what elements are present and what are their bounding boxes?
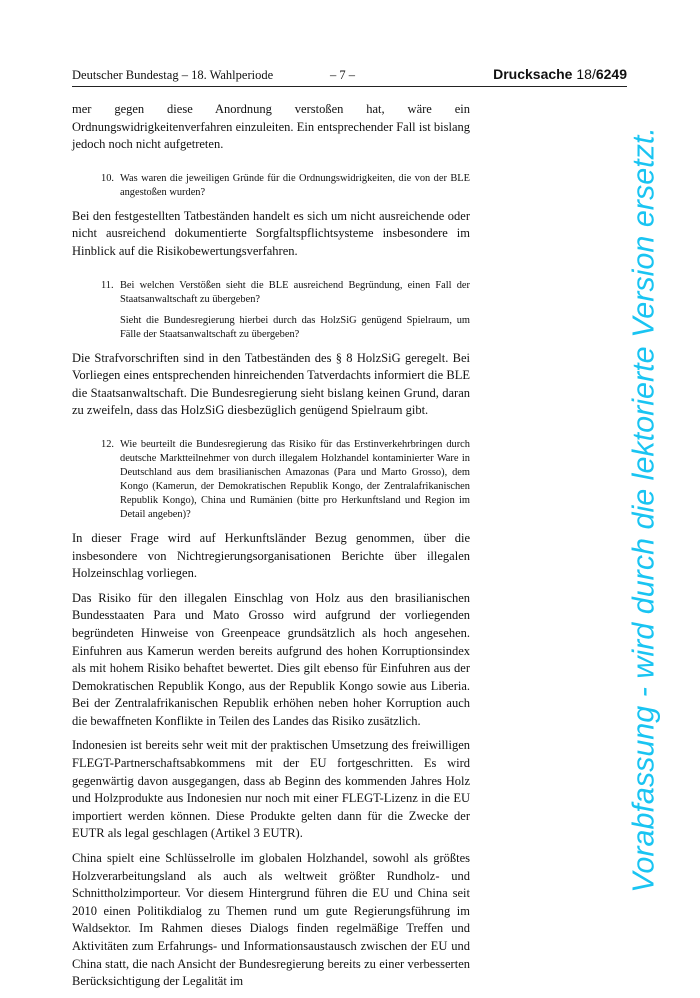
question-11 <box>72 279 470 342</box>
header-page-number: – 7 – <box>330 68 355 82</box>
answer-paragraph: Das Risiko für den illegalen Einschlag von Holz aus den brasilianischen Bundesstaaten Para und Mato Grosso wird aufgrund der vorliegenden begründeten Hinweise von Greenpeace grundsätzlich als hoch angesehen. Einfuhren aus Kamerun werden bereits aufgrund des hohen Korruptionsindex als mit hohem Risiko behaftet bewertet. Dies gilt ebenso für Einfuhren aus der Demokratischen Republik Kongo, aus der Republik Kongo sowie aus Liberia. Bei der Zentralafrikanischen Republik erhöhen neben hoher Korruption auch die bewaffneten Konflikte in Teilen des Landes das Risiko zusätzlich. <box>72 590 470 728</box>
question-number: 10. <box>101 172 114 184</box>
answer-paragraph: mer gegen diese Anordnung verstoßen hat, wäre ein Ordnungswidrigkeitenverfahren einzuleiten. Ein entsprechender Fall ist bislang jedoch noch nicht aufgetreten. <box>72 102 470 152</box>
question-number: 11. <box>101 279 114 291</box>
answer-paragraph: Die Strafvorschriften sind in den Tatbeständen des § 8 HolzSiG geregelt. Bei Vorliegen eines entsprechenden hinreichenden Tatverdachts informiert die BLE die Staatsanwaltschaft. Die Bundesregierung sieht bislang keinen Grund, daran zu zweifeln, dass das HolzSiG diesbezüglich genügend Spielraum gibt. <box>72 350 470 418</box>
answer-paragraph: Bei den festgestellten Tatbeständen handelt es sich um nicht ausreichende oder nicht ausreichend dokumentierte Sorgfaltspflichtsysteme insbesondere im Hinblick auf die Risikobewertungsverfahren. <box>72 208 470 258</box>
answer-paragraph: In dieser Frage wird auf Herkunftsländer Bezug genommen, über die insbesondere von Nichtregierungsorganisationen Berichte über illegalen Holzeinschlag vorliegen. <box>72 530 470 581</box>
answer-paragraph: China spielt eine Schlüsselrolle im globalen Holzhandel, sowohl als größtes Holzverarbeitungsland als auch als weltweit größter Rundholz- und Schnittholzimporteur. Vor diesem Hintergrund führen die EU und China seit 2010 einen Politikdialog zu Themen rund um gute Regierungsführung im Waldsektor. Im Rahmen dieses Dialogs finden regelmäßige Treffen und Aktivitäten zum Erfahrungs- und Informationsaustausch zwischen der EU und China statt, die nach Ansicht der Bundesregierung bereits zu einer verbesserten Berücksichtigung der Legalität im <box>72 851 470 989</box>
header-document-number <box>493 66 627 82</box>
page-body <box>72 101 470 998</box>
question-text: Bei welchen Verstößen sieht die BLE ausreichend Begründung, einen Fall der Staatsanwaltschaft zu übergeben? <box>120 279 470 305</box>
header-doc-num-prefix: 18/ <box>576 66 596 82</box>
header-doc-label: Drucksache <box>493 66 573 82</box>
question-number: 12. <box>101 438 114 450</box>
page-header <box>72 66 627 87</box>
answer-paragraph: Indonesien ist bereits sehr weit mit der praktischen Umsetzung des freiwilligen FLEGT-Partnerschaftsabkommens mit der EU fortgeschritten. Es wird gegenwärtig davon ausgegangen, dass ab Beginn des kommenden Jahres Holz und Holzprodukte aus Indonesien nur noch mit einer FLEGT-Lizenz in die EU importiert werden können. Diese Produkte gelten dann für die Zwecke der EUTR als legal geschlagen (Artikel 3 EUTR). <box>72 738 470 841</box>
header-doc-num-suffix: 6249 <box>595 66 627 82</box>
question-10 <box>72 172 470 200</box>
question-text: Was waren die jeweiligen Gründe für die Ordnungswidrigkeiten, die von der BLE angestoßen wurden? <box>120 172 470 198</box>
question-text: Wie beurteilt die Bundesregierung das Risiko für das Erstinverkehrbringen durch deutsche Marktteilnehmer von durch illegalem Holzhandel kontaminierter Ware in Deutschland aus dem brasilianischen Amazonas (Para und Marto Grosso), dem Kongo (Kamerun, der Demokratischen Republik Kongo, der Zentralafrikanischen Republik Kongo), China und Rumänien (bitte pro Herkunftsland und Region im Detail angeben)? <box>120 438 470 520</box>
question-text: Sieht die Bundesregierung hierbei durch das HolzSiG genügend Spielraum, um Fälle der Staatsanwaltschaft zu übergeben? <box>120 314 470 340</box>
header-parliament-term: Deutscher Bundestag – 18. Wahlperiode <box>72 68 274 82</box>
preliminary-version-watermark: Vorabfassung - wird durch die lektorierte Version ersetzt. <box>626 127 661 893</box>
question-12 <box>72 438 470 522</box>
